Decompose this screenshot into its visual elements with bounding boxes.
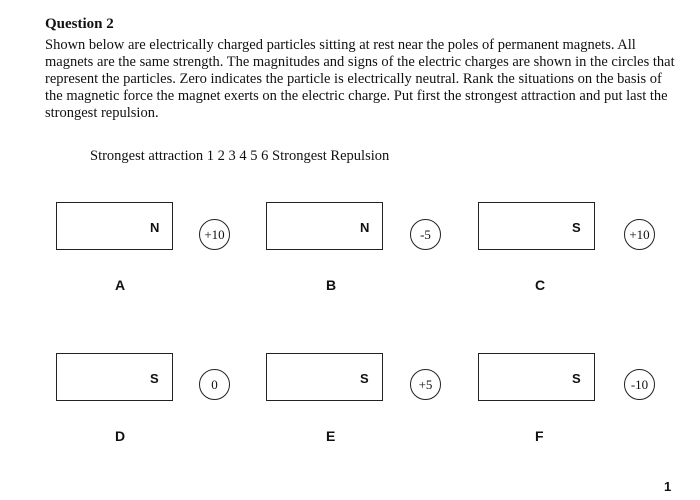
charged-particle	[410, 219, 441, 250]
magnet	[478, 353, 595, 401]
ranking-slot-number: 1	[206, 148, 215, 164]
situation-label: A	[115, 277, 126, 293]
magnet-pole-label: N	[150, 220, 160, 235]
charge-value: -5	[420, 226, 431, 242]
magnet	[266, 353, 383, 401]
charge-value: -10	[630, 376, 649, 392]
magnet	[478, 202, 595, 250]
ranking-slot-number: 3	[228, 148, 236, 164]
magnet	[56, 353, 173, 401]
ranking-end-label: Strongest Repulsion	[272, 148, 390, 164]
ranking-slot-number: 2	[217, 148, 225, 164]
magnet-pole-label: N	[360, 220, 370, 235]
ranking-row	[90, 148, 690, 165]
situation-label: B	[326, 277, 337, 293]
magnet-pole-label: S	[150, 371, 159, 386]
charged-particle	[624, 369, 655, 400]
charge-value: +10	[204, 226, 225, 242]
ranking-slot-number: 5	[250, 148, 258, 164]
charge-value: 0	[211, 376, 218, 392]
question-title: Question 2	[45, 16, 114, 32]
situation-label: D	[115, 428, 126, 444]
magnet-pole-label: S	[572, 220, 581, 235]
question-text: Shown below are electrically charged particles sitting at rest near the poles of permanent magnets. All magnets are the same strength. The magnitudes and signs of the electric charges are shown in the circles that represent the particles. Zero indicates the particle is electrically neutral. Rank the situations on the basis of the magnetic force the magnet exerts on the electric charge. Put first the strongest attraction and put last the strongest repulsion.	[45, 37, 675, 121]
magnet-pole-label: S	[360, 371, 369, 386]
ranking-slot-number: 4	[239, 148, 247, 164]
ranking-slot-number: 6	[261, 148, 269, 164]
charged-particle	[624, 219, 655, 250]
charged-particle	[199, 369, 230, 400]
charge-value: +10	[629, 226, 650, 242]
page-number: 1	[664, 479, 672, 494]
magnet-pole-label: S	[572, 371, 581, 386]
situation-label: E	[326, 428, 336, 444]
magnet	[56, 202, 173, 250]
charge-value: +5	[418, 376, 433, 392]
ranking-start-label: Strongest attraction	[90, 148, 204, 164]
charged-particle	[199, 219, 230, 250]
situation-label: F	[535, 428, 544, 444]
charged-particle	[410, 369, 441, 400]
situation-label: C	[535, 277, 546, 293]
magnet	[266, 202, 383, 250]
